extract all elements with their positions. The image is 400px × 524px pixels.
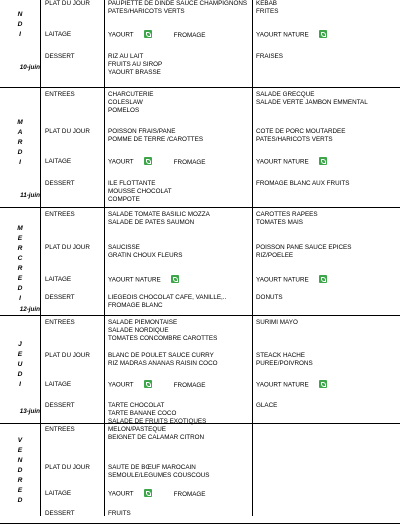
dish-item: SALADE DE PATES SAUMON (108, 219, 195, 227)
dish-item: MOUSSE CHOCOLAT (108, 188, 172, 196)
dairy-line (256, 276, 398, 285)
cheese-item: FROMAGE (173, 490, 206, 498)
menu-option-1 (108, 276, 250, 285)
dairy-line (108, 381, 250, 390)
course-category: PLAT DU JOUR (45, 0, 90, 7)
day-date: 12-juin (19, 306, 40, 313)
day-letter: D (17, 21, 23, 28)
dish-item: GLACE (256, 402, 278, 409)
menu-option-1 (108, 31, 250, 40)
day-letter: V (17, 437, 23, 444)
dish-item: TARTE CHOCOLAT (108, 402, 165, 409)
course-category: DESSERT (45, 294, 75, 301)
day-letter: M (17, 225, 23, 232)
day-letter: N (17, 11, 23, 18)
menu-option-1 (108, 464, 250, 480)
dish-item: ILE FLOTTANTE (108, 180, 156, 187)
dish-item: FROMAGE BLANC AUX FRUITS (256, 180, 350, 187)
menu-option-1 (108, 490, 250, 499)
menu-option-1 (108, 381, 250, 390)
menu-option-1 (108, 158, 250, 167)
menu-option-1 (108, 294, 250, 310)
day-date: 10-juin (19, 64, 40, 71)
dish-item: RIZ MADRAS ANANAS RAISIN COCO (108, 360, 218, 368)
menu-option-2 (256, 180, 398, 188)
dish-item: RIZ/POELEE (256, 252, 294, 260)
day-letter: E (17, 275, 23, 282)
menu-option-1 (108, 510, 250, 518)
day-letter: I (19, 31, 21, 38)
day-letter: R (17, 139, 23, 146)
day-letter: D (17, 149, 23, 156)
organic-leaf-icon (171, 275, 179, 283)
menu-option-1 (108, 319, 250, 344)
menu-option-2 (256, 158, 398, 167)
course-category: ENTREES (45, 211, 75, 218)
dairy-item: YAOURT (108, 158, 134, 166)
dish-item: FROMAGE BLANC (108, 302, 163, 310)
course-category: ENTREES (45, 91, 75, 98)
menu-option-2 (256, 276, 398, 285)
menu-option-2 (256, 31, 398, 40)
cheese-item: FROMAGE (173, 158, 206, 166)
course-category: LAITAGE (45, 490, 72, 497)
menu-option-1 (108, 352, 250, 368)
day-letter: I (19, 159, 21, 166)
menu-option-1 (108, 53, 250, 78)
dish-item: POISSON FRAIS/PANE (108, 128, 176, 135)
dish-item: PATES/HARICOTS VERTS (108, 8, 185, 16)
dish-item: POMELOS (108, 107, 140, 115)
dish-item: SALADE DE FRUITS EXOTIQUES (108, 418, 207, 426)
day-date: 13-juin (19, 408, 40, 415)
day-letter: D (17, 371, 23, 378)
day-letter: C (17, 255, 23, 262)
dairy-item: YAOURT NATURE (256, 31, 309, 39)
menu-option-1 (108, 0, 250, 16)
organic-leaf-icon (319, 30, 327, 38)
course-category: LAITAGE (45, 158, 72, 165)
dairy-line (108, 158, 250, 167)
dish-item: SAUTE DE BŒUF MAROCAIN (108, 464, 196, 471)
dish-item: POISSON PANE SAUCE EPICES (256, 244, 352, 251)
dairy-item: YAOURT NATURE (108, 276, 161, 284)
day-letter: J (18, 341, 22, 348)
menu-option-1 (108, 180, 250, 205)
organic-leaf-icon (319, 380, 327, 388)
dairy-line (108, 490, 250, 499)
menu-option-2 (256, 211, 398, 227)
course-category: DESSERT (45, 53, 75, 60)
dish-item: COMPOTE (108, 196, 140, 204)
day-date: 11-juin (20, 192, 40, 199)
dish-item: POMME DE TERRE /CAROTTES (108, 136, 204, 144)
dish-item: KEBAB (256, 0, 277, 7)
dish-item: PUREE/POIVRONS (256, 360, 313, 368)
course-category: DESSERT (45, 402, 75, 409)
day-block (0, 0, 400, 88)
dish-item: SAUCISSE (108, 244, 140, 251)
cheese-item: FROMAGE (173, 31, 206, 39)
menu-option-2 (256, 53, 398, 61)
day-letter: R (17, 245, 23, 252)
day-letter: E (17, 487, 23, 494)
day-name-vertical (0, 224, 40, 304)
day-letter: R (17, 265, 23, 272)
organic-leaf-icon (144, 30, 152, 38)
day-letter: D (17, 285, 23, 292)
cheese-item: FROMAGE (173, 381, 206, 389)
dish-item: SALADE PIEMONTAISE (108, 319, 178, 326)
dish-item: COLESLAW (108, 99, 143, 107)
dish-item: SALADE NORDIQUE (108, 327, 169, 335)
day-letter: E (17, 351, 23, 358)
dish-item: TOMATES MAIS (256, 219, 303, 227)
day-block (0, 88, 400, 208)
day-letter: D (17, 467, 23, 474)
dairy-line (108, 276, 250, 285)
day-letter: A (17, 129, 23, 136)
course-category: DESSERT (45, 510, 75, 517)
day-letter: I (19, 381, 21, 388)
dairy-item: YAOURT (108, 490, 134, 498)
dish-item: SALADE TOMATE BASILIC MOZZA (108, 211, 210, 218)
dish-item: MELON/PASTEQUE (108, 426, 166, 433)
menu-option-1 (108, 91, 250, 116)
menu-option-2 (256, 91, 398, 107)
dish-item: CAROTTES RAPEES (256, 211, 318, 218)
menu-option-1 (108, 128, 250, 144)
course-category: LAITAGE (45, 31, 72, 38)
day-name-vertical (0, 10, 40, 40)
course-category: ENTREES (45, 426, 75, 433)
menu-option-2 (256, 381, 398, 390)
menu-option-2 (256, 128, 398, 144)
course-category: LAITAGE (45, 381, 72, 388)
organic-leaf-icon (319, 275, 327, 283)
course-category: PLAT DU JOUR (45, 352, 90, 359)
dish-item: COTE DE PORC MOUTARDEE (256, 128, 346, 135)
dish-item: STEACK HACHE (256, 352, 305, 359)
dish-item: BLANC DE POULET SAUCE CURRY (108, 352, 214, 359)
dish-item: FRITES (256, 8, 279, 16)
dish-item: DONUTS (256, 294, 283, 301)
organic-leaf-icon (144, 157, 152, 165)
day-letter: U (17, 361, 23, 368)
menu-option-2 (256, 319, 398, 327)
dish-item: SURIMI MAYO (256, 319, 298, 326)
course-category: LAITAGE (45, 276, 72, 283)
menu-option-2 (256, 0, 398, 16)
dairy-line (256, 158, 398, 167)
day-block (0, 316, 400, 424)
menu-option-1 (108, 211, 250, 227)
dish-item: FRAISES (256, 53, 283, 60)
dish-item: TARTE BANANE COCO (108, 410, 177, 418)
dish-item: YAOURT BRASSE (108, 69, 161, 77)
menu-option-1 (108, 426, 250, 442)
dairy-line (256, 31, 398, 40)
course-category: PLAT DU JOUR (45, 464, 90, 471)
menu-option-2 (256, 402, 398, 410)
dairy-item: YAOURT NATURE (256, 381, 309, 389)
day-letter: I (19, 295, 21, 302)
day-block (0, 208, 400, 316)
dish-item: PATES/HARICOTS VERTS (256, 136, 333, 144)
dish-item: PAUPIETTE DE DINDE SAUCE CHAMPIGNONS (108, 0, 248, 7)
dairy-item: YAOURT (108, 381, 134, 389)
dish-item: GRATIN CHOUX FLEURS (108, 252, 183, 260)
dairy-item: YAOURT NATURE (256, 276, 309, 284)
menu-option-2 (256, 244, 398, 260)
organic-leaf-icon (144, 489, 152, 497)
dish-item: FRUITS (108, 510, 131, 517)
dish-item: SALADE VERTE JAMBON EMMENTAL (256, 99, 368, 107)
menu-option-1 (108, 402, 250, 427)
dish-item: RIZ AU LAIT (108, 53, 144, 60)
course-category: DESSERT (45, 180, 75, 187)
dish-item: CHARCUTERIE (108, 91, 154, 98)
menu-option-1 (108, 244, 250, 260)
day-letter: E (17, 447, 23, 454)
dairy-line (256, 381, 398, 390)
day-name-vertical (0, 118, 40, 168)
day-letter: D (17, 497, 23, 504)
dish-item: TOMATES CONCOMBRE CAROTTES (108, 335, 218, 343)
day-name-vertical (0, 436, 40, 506)
course-category: PLAT DU JOUR (45, 128, 90, 135)
dish-item: LIEGEOIS CHOCOLAT CAFE, VANILLE,.. (108, 294, 227, 301)
day-letter: E (17, 235, 23, 242)
day-name-vertical (0, 340, 40, 390)
dish-item: SEMOULE/LEGUMES COUSCOUS (108, 472, 210, 480)
menu-option-2 (256, 352, 398, 368)
organic-leaf-icon (319, 157, 327, 165)
dairy-item: YAOURT NATURE (256, 158, 309, 166)
organic-leaf-icon (144, 380, 152, 388)
day-letter: N (17, 457, 23, 464)
dairy-item: YAOURT (108, 31, 134, 39)
day-block (0, 424, 400, 524)
day-letter: M (17, 119, 23, 126)
dish-item: FRUITS AU SIROP (108, 61, 163, 69)
course-category: PLAT DU JOUR (45, 244, 90, 251)
menu-option-2 (256, 294, 398, 302)
dairy-line (108, 31, 250, 40)
course-category: ENTREES (45, 319, 75, 326)
dish-item: SALADE GRECQUE (256, 91, 315, 98)
dish-item: BEIGNET DE CALAMAR CITRON (108, 434, 205, 442)
day-letter: R (17, 477, 23, 484)
